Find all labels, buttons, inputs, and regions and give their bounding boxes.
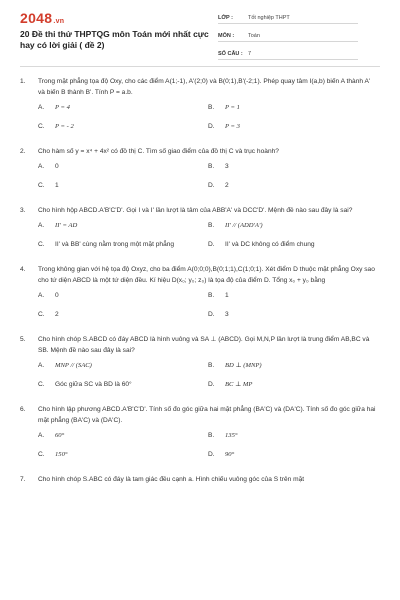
option-label: B. [208, 432, 215, 439]
answer-option[interactable] [38, 310, 208, 320]
answer-option[interactable] [38, 380, 208, 390]
option-label: A. [38, 163, 45, 170]
option-label: D. [208, 451, 215, 458]
option-label: B. [208, 222, 215, 229]
answer-options [38, 431, 378, 460]
answer-option[interactable] [38, 240, 208, 250]
logo-suffix: .vn [53, 18, 65, 25]
option-text: II' và BB' cùng nằm trong một mặt phẳng [55, 241, 175, 248]
option-label: A. [38, 432, 45, 439]
question-text: Cho hình hộp ABCD.A'B'C'D'. Gọi I và I' lần lượt là tâm của ABB'A' và DCC'D'. Mệnh đề nào sau đây là sai? [38, 207, 353, 214]
question-3 [20, 205, 378, 250]
question-number: 4. [20, 266, 26, 273]
option-text: 2 [55, 311, 59, 318]
header-divider [20, 66, 380, 67]
option-label: B. [208, 292, 215, 299]
answer-options [38, 361, 378, 390]
question-number: 3. [20, 207, 26, 214]
answer-option[interactable] [208, 431, 378, 441]
option-text: 3 [225, 163, 229, 170]
option-text: BC ⊥ MP [225, 381, 253, 388]
option-text: 90° [225, 451, 235, 458]
answer-option[interactable] [208, 361, 378, 371]
question-number: 7. [20, 476, 26, 483]
answer-option[interactable] [38, 103, 208, 113]
option-label: D. [208, 123, 215, 130]
answer-option[interactable] [38, 162, 208, 172]
option-text: II' // (ADD'A') [225, 222, 263, 229]
question-text: Trong không gian với hệ tọa độ Oxyz, cho ba điểm A(0;0;0),B(0;1;1),C(1;0;1). Xét điểm D thuộc mặt phẳng Oxy sao cho tứ diện ABCD là một tứ diện đều. Kí hiệu D(x₀; y₀; z₀) là tọa độ của điểm D. Tổng x₀ + y₀ bằng [38, 266, 375, 284]
option-label: C. [38, 241, 45, 248]
option-label: C. [38, 311, 45, 318]
option-text: 3 [225, 311, 229, 318]
option-label: A. [38, 292, 45, 299]
option-label: D. [208, 241, 215, 248]
option-text: P = - 2 [55, 123, 74, 130]
option-text: 60° [55, 432, 65, 439]
option-label: C. [38, 123, 45, 130]
option-text: 150° [55, 451, 68, 458]
option-text: MNP // (SAC) [55, 362, 92, 369]
option-text: 0 [55, 163, 59, 170]
answer-option[interactable] [208, 221, 378, 231]
option-label: B. [208, 104, 215, 111]
option-text: 2 [225, 182, 229, 189]
question-2 [20, 146, 378, 191]
meta-row-count [218, 44, 358, 60]
question-text: Cho hình lập phương ABCD.A'B'C'D'. Tính số đo góc giữa hai mặt phẳng (BA'C) và (DA'C). Tính số đo góc giữa hai mặt phẳng (BA'C) và (DA'C). [38, 406, 376, 424]
question-7 [20, 474, 378, 485]
question-text: Cho hàm số y = x⁴ + 4x² có đồ thị C. Tìm số giao điểm của đồ thị C và trục hoành? [38, 148, 279, 155]
answer-option[interactable] [38, 181, 208, 191]
page-title: 20 Đề thi thử THPTQG môn Toán mới nhất cực hay có lời giải ( đề 2) [20, 29, 209, 50]
answer-option[interactable] [208, 240, 378, 250]
question-text: Cho hình chóp S.ABCD có đáy ABCD là hình vuông và SA ⊥ (ABCD). Gọi M,N,P lần lượt là trung điểm AB,BC và SB. Mệnh đề nào sau đây là sai? [38, 336, 370, 354]
option-text: II' và DC không có điểm chung [225, 241, 315, 248]
answer-options [38, 221, 378, 250]
question-list [20, 76, 378, 485]
meta-label: SỐ CÂU : [218, 51, 243, 57]
meta-value: Tốt nghiệp THPT [248, 15, 290, 21]
option-text: P = 1 [225, 104, 240, 111]
option-text: 1 [55, 182, 59, 189]
answer-option[interactable] [38, 450, 208, 460]
answer-option[interactable] [208, 380, 378, 390]
meta-row-subject [218, 26, 358, 42]
answer-option[interactable] [38, 361, 208, 371]
meta-info [218, 8, 358, 62]
answer-option[interactable] [38, 221, 208, 231]
meta-label: MÔN : [218, 33, 235, 39]
option-label: A. [38, 104, 45, 111]
question-1 [20, 76, 378, 132]
option-text: 0 [55, 292, 59, 299]
meta-value: Toán [248, 33, 260, 39]
answer-option[interactable] [208, 162, 378, 172]
question-text: Cho hình chóp S.ABC có đáy là tam giác đều cạnh a. Hình chiếu vuông góc của S trên mặt [38, 476, 305, 483]
option-label: B. [208, 362, 215, 369]
question-number: 1. [20, 78, 26, 85]
option-text: P = 3 [225, 123, 240, 130]
answer-option[interactable] [208, 450, 378, 460]
option-label: D. [208, 381, 215, 388]
site-logo[interactable] [20, 10, 64, 26]
answer-option[interactable] [38, 431, 208, 441]
answer-option[interactable] [208, 291, 378, 301]
option-label: B. [208, 163, 215, 170]
answer-option[interactable] [38, 291, 208, 301]
meta-row-class [218, 8, 358, 24]
answer-option[interactable] [38, 122, 208, 132]
option-label: C. [38, 451, 45, 458]
answer-options [38, 103, 378, 132]
question-number: 2. [20, 148, 26, 155]
option-text: P = 4 [55, 104, 70, 111]
answer-option[interactable] [208, 310, 378, 320]
option-label: A. [38, 362, 45, 369]
question-5 [20, 334, 378, 390]
option-text: 1 [225, 292, 229, 299]
answer-option[interactable] [208, 181, 378, 191]
option-label: D. [208, 311, 215, 318]
option-text: BD ⊥ (MNP) [225, 362, 262, 369]
option-label: D. [208, 182, 215, 189]
answer-options [38, 291, 378, 320]
answer-option[interactable] [208, 122, 378, 132]
option-label: A. [38, 222, 45, 229]
option-text: II' = AD [55, 222, 78, 229]
option-text: Góc giữa SC và BD là 60° [55, 381, 132, 388]
question-text: Trong mặt phẳng tọa độ Oxy, cho các điểm A(1;-1), A'(2;0) và B(0;1),B'(-2;1). Phép quay tâm I(a,b) biến A thành A' và biến B thành B'. Tính P = a.b. [38, 78, 371, 96]
answer-options [38, 162, 378, 191]
question-number: 6. [20, 406, 26, 413]
option-label: C. [38, 182, 45, 189]
question-number: 5. [20, 336, 26, 343]
question-4 [20, 264, 378, 320]
option-label: C. [38, 381, 45, 388]
meta-label: LỚP : [218, 15, 233, 21]
question-6 [20, 404, 378, 460]
logo-text: 2048 [20, 10, 53, 26]
answer-option[interactable] [208, 103, 378, 113]
option-text: 135° [225, 432, 238, 439]
page-header [20, 0, 380, 66]
meta-value: 7 [248, 51, 252, 57]
